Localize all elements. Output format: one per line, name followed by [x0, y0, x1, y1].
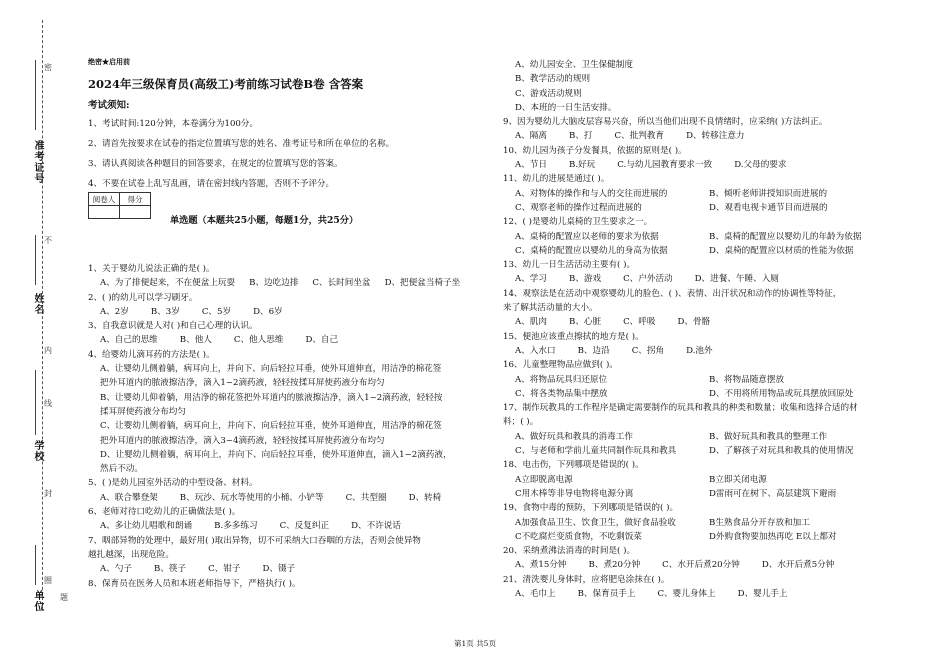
option-grid — [503, 230, 893, 259]
option: A加强食品卫生、饮食卫生，做好食品验收 — [515, 517, 676, 528]
page-footer: 第1页 共5页 — [454, 639, 496, 648]
score-table — [88, 192, 151, 219]
confidential-note: 绝密★启用前 — [88, 57, 130, 66]
option: C、拐角 — [631, 345, 665, 356]
question-stem: 12、( )是婴幼儿桌椅的卫生要求之一。 — [503, 217, 653, 228]
seal-dashed-line — [42, 20, 43, 610]
option: B、边吃边排 — [249, 278, 299, 289]
question-stem: 16、儿童整理物品应做到( )。 — [503, 360, 618, 371]
option: A、对物体的操作和与人的交往而进展的 — [515, 188, 668, 199]
question-stem: 18、电击伤，下列哪项是错误的( )。 — [503, 460, 644, 471]
option: D、桌椅的配置应以材质的性能为依据 — [709, 245, 854, 256]
question-stem: 5、( )是幼儿园室外活动的中型设备、材料。 — [88, 478, 258, 489]
option-row — [503, 158, 893, 172]
option-line: D、让婴幼儿侧着躺，病耳向上，并向下、向后轻拉耳垂，使外耳道伸直，滴入1~2滴药液， — [100, 449, 452, 460]
question-block — [503, 115, 893, 144]
option: B生熟食品分开存放和加工 — [709, 517, 810, 528]
option: B、玩沙、玩水等使用的小桶、小铲等 — [179, 492, 324, 503]
option: A、将物品玩具归还原位 — [515, 374, 608, 385]
question-block — [503, 58, 893, 115]
option: A、联合攀登架 — [100, 492, 158, 503]
question-stem: 9、因为婴幼儿大脑皮层容易兴奋，所以当他们出现不良情绪时，应采纳( )方法纠正。 — [503, 117, 828, 128]
question-block — [88, 577, 488, 591]
question-block — [88, 319, 488, 348]
option: C.与幼儿园教育要求一致 — [617, 160, 713, 171]
option: D、婴儿手上 — [737, 588, 788, 599]
question-block — [503, 330, 893, 359]
option: D、把便盆当椅子坐 — [384, 278, 461, 289]
question-block — [503, 501, 893, 544]
binding-strip — [0, 0, 68, 671]
seal-mark: 题 — [60, 593, 68, 602]
option: C、呼吸 — [623, 317, 656, 328]
option-line: 揉耳屏使药液分布均匀 — [100, 406, 186, 417]
option-row — [88, 276, 488, 290]
question-stem: 14、观察法是在活动中观察婴幼儿的脸色、( )、表情、出汗状况和动作的协调性等特征， — [503, 288, 842, 299]
question-stem-continued: 来了解其活动量的大小。 — [503, 303, 598, 314]
option: A、做好玩具和教具的消毒工作 — [515, 431, 633, 442]
binding-label-exam-number: 准考证号 — [32, 140, 43, 184]
page-title: 2024年三级保育员(高级工)考前练习试卷B卷 含答案 — [88, 77, 364, 91]
option-line: 把外耳道内的脓液擦洁净，滴入3~4滴药液，轻轻按揉耳屏使药液分布均匀 — [100, 435, 385, 446]
notice-item: 1、考试时间:120分钟，本卷满分为100分。 — [88, 119, 259, 129]
option: B、他人 — [179, 335, 212, 346]
option-row — [503, 344, 893, 358]
option: B、打 — [569, 131, 593, 142]
question-block — [503, 287, 893, 330]
seal-mark: 封 — [44, 489, 52, 498]
option: A、煮15分钟 — [515, 560, 567, 571]
option: A、桌椅的配置应以老师的要求为依据 — [515, 231, 659, 242]
question-stem: 2、( )的幼儿可以学习刷牙。 — [88, 292, 198, 303]
question-block — [503, 258, 893, 287]
option: D、骨骼 — [677, 317, 711, 328]
option-row — [88, 519, 488, 533]
left-question-column — [88, 262, 488, 591]
notice-heading: 考试须知: — [88, 100, 130, 111]
question-stem: 6、老师对待口吃幼儿的正确做法是( )。 — [88, 507, 241, 518]
option: D、6岁 — [253, 306, 283, 317]
question-block — [503, 401, 893, 458]
option-line: C、让婴幼儿侧着躺，病耳向上，并向下、向后轻拉耳垂，使外耳道伸直，用洁净的棉花签 — [100, 421, 442, 432]
option: B、边沿 — [577, 345, 610, 356]
exam-number-underline — [35, 60, 36, 130]
option: C、5岁 — [201, 306, 232, 317]
option: A、勺子 — [100, 564, 132, 575]
question-stem: 1、关于婴幼儿说法正确的是( )。 — [88, 264, 215, 274]
option: D、不许说话 — [351, 521, 401, 532]
option: B.多多练习 — [214, 521, 258, 532]
option: D、观看电视卡通节目而进展的 — [709, 202, 828, 213]
option-row — [503, 587, 893, 601]
option-line: A、让婴幼儿侧着躺，病耳向上，并向下、向后轻拉耳垂，使外耳道伸直，用洁净的棉花签 — [100, 364, 442, 375]
question-block — [88, 348, 488, 477]
question-stem: 7、咽部异物的处理中，最好用( )取出异物，切不可采纳大口吞咽的方法，否则会使异物 — [88, 535, 421, 546]
question-block — [503, 215, 893, 258]
seal-mark: 线 — [44, 399, 52, 408]
option-line: D、本班的一日生活安排。 — [515, 102, 617, 113]
question-stem: 3、自我意识就是人对( )和自己心理的认识。 — [88, 321, 258, 332]
option: C、水开后煮20分钟 — [662, 560, 740, 571]
seal-mark: 圈 — [44, 576, 52, 585]
option: B、保育员手上 — [577, 588, 636, 599]
option-line: 把外耳道内的脓液擦洁净，滴入1~2滴药液，轻轻按揉耳屏使药液分布均匀 — [100, 378, 385, 389]
question-block — [503, 573, 893, 602]
option: A、隔离 — [515, 131, 547, 142]
option: C用木棒等非导电物将电源分离 — [515, 488, 634, 499]
option: B、倾听老师讲授知识而进展的 — [709, 188, 828, 199]
section-heading: 单选题（本题共25小题，每题1分，共25分） — [170, 215, 359, 226]
seal-mark: 密 — [44, 63, 52, 72]
option: B、做好玩具和教具的整理工作 — [709, 431, 828, 442]
option: B、筷子 — [154, 564, 187, 575]
option: B、煮20分钟 — [588, 560, 641, 571]
question-block — [503, 458, 893, 501]
option-row — [88, 491, 488, 505]
option: C、反复纠正 — [279, 521, 330, 532]
score-table-grader-cell — [89, 206, 120, 219]
option-row — [88, 562, 488, 576]
option-line: B、让婴幼儿仰着躺，用洁净的棉花签把外耳道内的脓液擦洁净，滴入1~2滴药液，轻轻按 — [100, 392, 443, 403]
question-block — [88, 505, 488, 534]
question-stem: 20、采纳煮沸法消毒的时间是( )。 — [503, 546, 636, 557]
option: C、婴儿身体上 — [657, 588, 716, 599]
right-question-column — [503, 58, 893, 601]
option-line: 然后不动。 — [100, 464, 143, 475]
unit-underline — [35, 545, 36, 585]
option: C、将各类物品集中摆放 — [515, 388, 608, 399]
option-line: C、游戏活动规则 — [515, 88, 582, 99]
question-stem: 15、便池应该重点擦拭的地方是( )。 — [503, 331, 644, 342]
option-grid — [503, 473, 893, 502]
question-stem: 19、食物中毒的预防，下列哪项是错误的( )。 — [503, 503, 679, 514]
option: C、户外活动 — [623, 274, 673, 285]
question-stem: 8、保育员在医务人员和本班老师指导下，严格执行( )。 — [88, 578, 301, 589]
question-stem: 10、幼儿园为孩子分发餐具，依据的原则是( )。 — [503, 145, 687, 156]
option-row — [503, 129, 893, 143]
option: D.池外 — [686, 345, 713, 356]
score-table-header-score: 得分 — [120, 193, 151, 206]
question-block — [503, 144, 893, 173]
option: A立即脱离电源 — [515, 474, 573, 485]
question-block — [88, 476, 488, 505]
option: D、镊子 — [262, 564, 296, 575]
option: B、将物品随意摆放 — [709, 374, 785, 385]
option: A、多让幼儿唱歌和朗诵 — [100, 521, 193, 532]
option-row — [88, 333, 488, 347]
option: D雷雨可在树下、高层建筑下避雨 — [709, 488, 837, 499]
notice-item: 3、请认真阅读各种题目的回答要求，在规定的位置填写您的答案。 — [88, 159, 343, 169]
option: A、2岁 — [100, 306, 129, 317]
option: D.父母的要求 — [734, 160, 787, 171]
question-stem-continued: 越扎越深，出现危险。 — [88, 549, 174, 560]
option: D、转移注意力 — [686, 131, 745, 142]
option: C、他人思维 — [233, 335, 284, 346]
binding-label-unit: 单位 — [32, 590, 43, 612]
option: D、不用将所用物品或玩具摆放回原处 — [709, 388, 854, 399]
question-block — [503, 172, 893, 215]
option: C、共型圈 — [345, 492, 387, 503]
option-row — [503, 558, 893, 572]
option: B、3岁 — [150, 306, 180, 317]
option: C不吃腐烂变质食物，不吃剩饭菜 — [515, 531, 642, 542]
option: A、自己的思维 — [100, 335, 158, 346]
option: A、入水口 — [515, 345, 556, 356]
option-line: A、幼儿园安全、卫生保健制度 — [515, 60, 633, 70]
option-grid — [503, 430, 893, 459]
option: D、转椅 — [408, 492, 442, 503]
option: C、观察老师的操作过程而进展的 — [515, 202, 642, 213]
option-row — [503, 315, 893, 329]
option: A、为了排便起来，不在便盆上玩耍 — [100, 278, 236, 289]
option: C、长时间坐盆 — [312, 278, 371, 289]
option: C、批判教育 — [614, 131, 665, 142]
option: A、节日 — [515, 160, 547, 171]
seal-mark: 不 — [44, 236, 52, 245]
option: D外购食物要加热再吃 E以上都对 — [709, 531, 837, 542]
question-block — [503, 358, 893, 401]
option: B立即关闭电源 — [709, 474, 767, 485]
question-block — [88, 291, 488, 320]
option-grid — [503, 516, 893, 545]
option: B、游戏 — [569, 274, 602, 285]
option-row — [503, 272, 893, 286]
question-stem: 17、制作玩教具的工作程序是确定需要制作的玩具和教具的种类和数量；收集和选择合适的材 — [503, 403, 858, 414]
option: B、心脏 — [569, 317, 602, 328]
option: D、进餐、午睡、入厕 — [694, 274, 779, 285]
score-table-header-grader: 阅卷人 — [89, 193, 120, 206]
option-line: B、教学活动的规则 — [515, 74, 591, 85]
option-grid — [503, 373, 893, 402]
option-row — [88, 305, 488, 319]
option: B、桌椅的配置应以婴幼儿的年龄为依据 — [709, 231, 862, 242]
option: B.好玩 — [569, 160, 596, 171]
question-block — [88, 534, 488, 577]
option: A、毛巾上 — [515, 588, 556, 599]
question-stem: 13、幼儿一日生活活动主要有( )。 — [503, 260, 636, 271]
option: D、自己 — [305, 335, 339, 346]
option-grid — [503, 187, 893, 216]
name-underline — [35, 235, 36, 285]
question-block — [503, 544, 893, 573]
notice-item: 2、请首先按要求在试卷的指定位置填写您的姓名、准考证号和所在单位的名称。 — [88, 139, 395, 149]
option: C、桌椅的配置应以婴幼儿的身高为依据 — [515, 245, 668, 256]
school-underline — [35, 370, 36, 435]
option: C、与老师和学前儿童共同制作玩具和教具 — [515, 446, 677, 457]
score-table-score-cell — [120, 206, 151, 219]
question-stem-continued: 料；( )。 — [503, 417, 539, 428]
question-stem: 11、幼儿的进展是通过( )。 — [503, 174, 610, 185]
binding-label-school: 学校 — [32, 440, 43, 462]
seal-mark: 内 — [44, 346, 52, 355]
question-block — [88, 262, 488, 291]
binding-label-name: 姓名 — [32, 293, 43, 315]
option: A、肌肉 — [515, 317, 547, 328]
question-stem: 21、清洗婴儿身体时，应将肥皂涂抹在( )。 — [503, 574, 670, 585]
option: D、水开后煮5分钟 — [761, 560, 835, 571]
option: C、钳子 — [208, 564, 241, 575]
notice-item: 4、不要在试卷上乱写乱画，请在密封线内答题，否则不予评分。 — [88, 179, 335, 189]
option: A、学习 — [515, 274, 547, 285]
option: D、了解孩子对玩具和教具的使用情况 — [709, 446, 854, 457]
question-stem: 4、给婴幼儿滴耳药的方法是( )。 — [88, 349, 215, 360]
